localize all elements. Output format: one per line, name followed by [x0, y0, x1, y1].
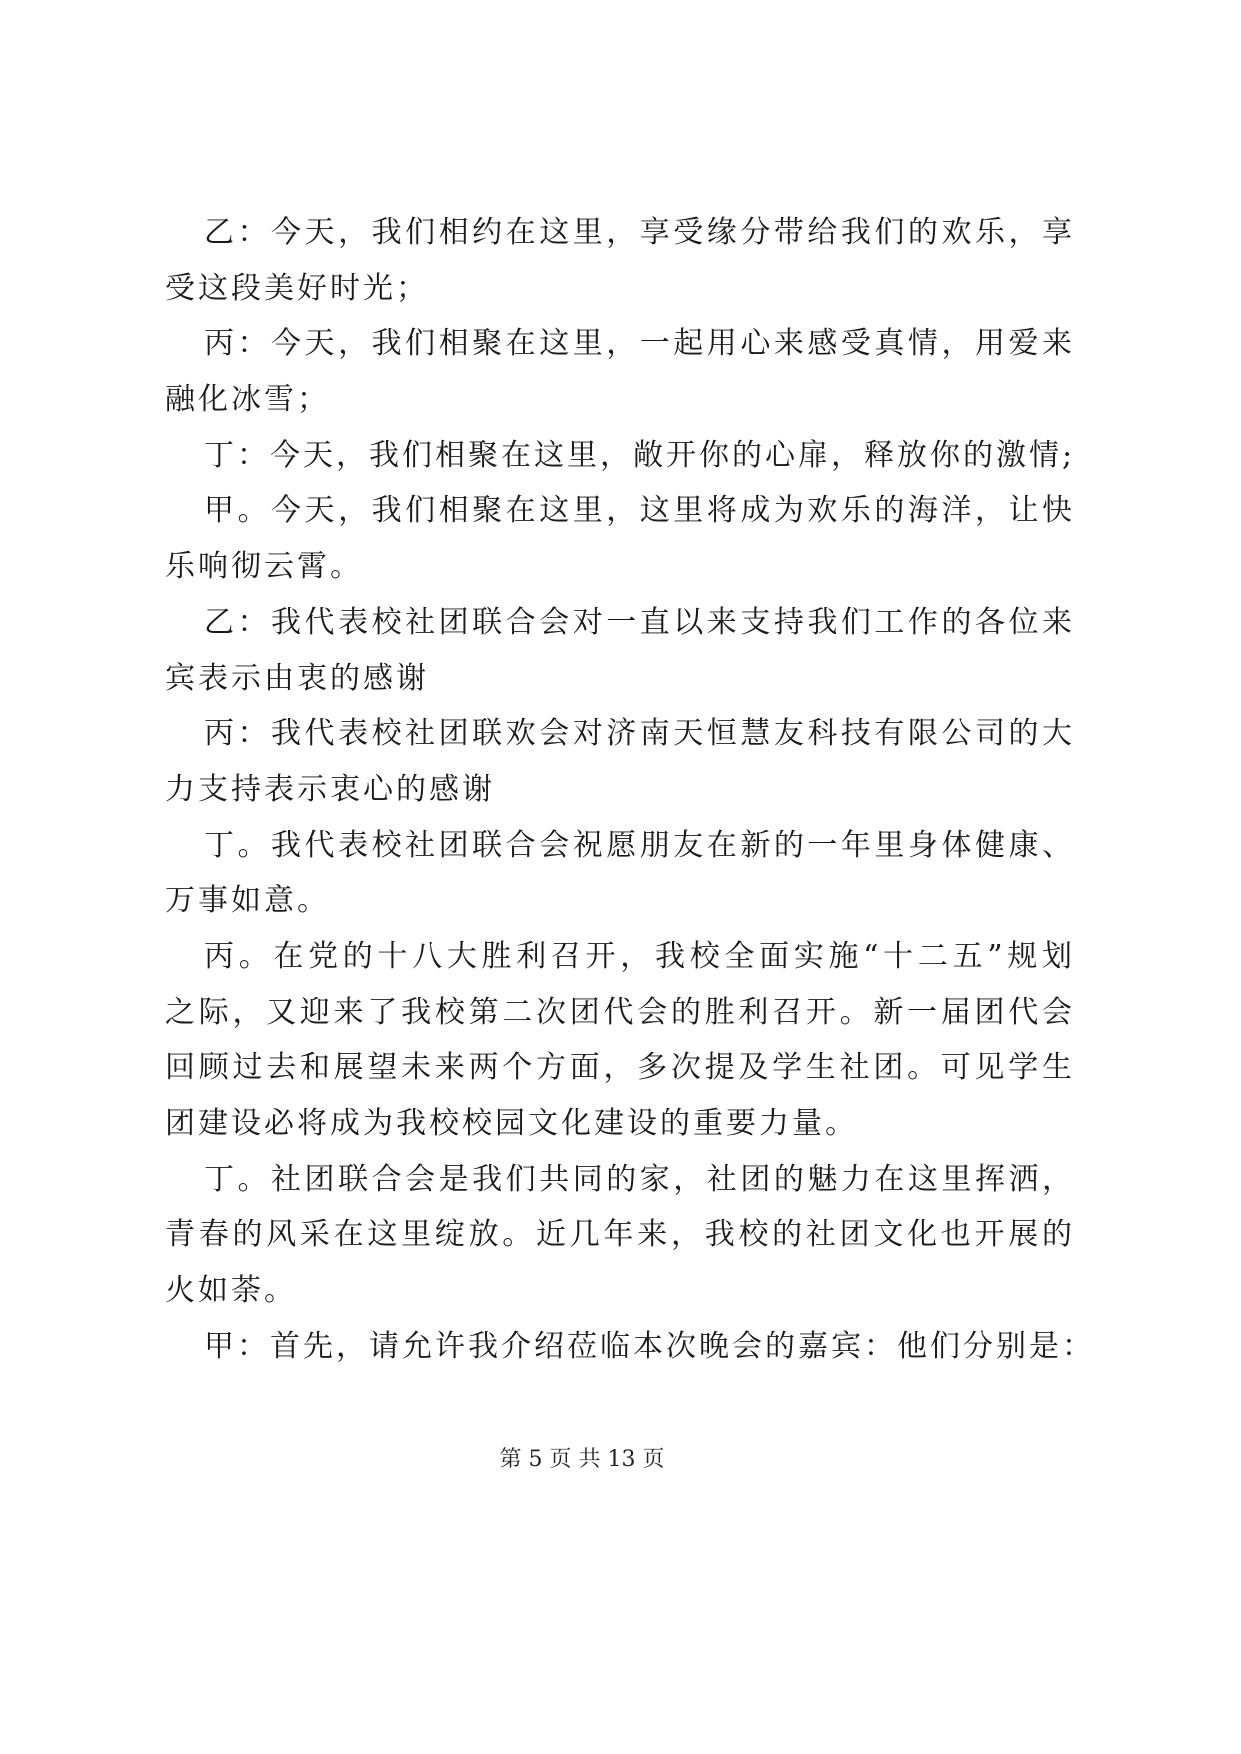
paragraph-line: 丁：今天，我们相聚在这里，敞开你的心扉，释放你的激情; [204, 437, 1076, 473]
paragraph-line: 丙：我代表校社团联欢会对济南天恒慧友科技有限公司的大 [204, 716, 1075, 752]
paragraph-line: 甲：首先，请允许我介绍莅临本次晚会的嘉宾：他们分别是： [204, 1328, 1095, 1364]
paragraph-line: 团建设必将成为我校校园文化建设的重要力量。 [165, 1106, 858, 1141]
paragraph [165, 706, 1075, 817]
paragraph-line: 乙：我代表校社团联合会对一直以来支持我们工作的各位来 [204, 604, 1075, 640]
paragraph-line: 宾表示由衷的感谢 [165, 660, 429, 696]
paragraph [165, 595, 1075, 706]
paragraph-line: 回顾过去和展望未来两个方面，多次提及学生社团。可见学生 [165, 1050, 1075, 1086]
paragraph-line: 力支持表示衷心的感谢 [165, 771, 495, 807]
paragraph-line: 乐响彻云霄。 [165, 549, 363, 585]
paragraph [165, 316, 1075, 427]
paragraph [165, 428, 1075, 484]
paragraph-line: 火如荼。 [165, 1273, 297, 1309]
page-footer: 第 5 页 共 13 页 [499, 1447, 665, 1472]
paragraph-line: 受这段美好时光； [165, 270, 429, 306]
paragraph-line: 丙。在党的十八大胜利召开，我校全面实施“十二五”规划 [204, 938, 1075, 974]
paragraph [165, 205, 1075, 316]
paragraph [165, 818, 1075, 929]
paragraph-line: 融化冰雪； [165, 382, 330, 418]
document-body [165, 205, 1095, 1374]
paragraph [165, 1319, 1095, 1375]
paragraph-line: 丁。我代表校社团联合会祝愿朋友在新的一年里身体健康、 [204, 827, 1075, 863]
paragraph-line: 丁。社团联合会是我们共同的家，社团的魅力在这里挥洒， [204, 1161, 1075, 1197]
paragraph-line: 青春的风采在这里绽放。近几年来，我校的社团文化也开展的 [165, 1217, 1075, 1253]
paragraph-line: 丙：今天，我们相聚在这里，一起用心来感受真情，用爱来 [204, 326, 1075, 362]
paragraph [165, 1152, 1075, 1319]
paragraph [165, 483, 1075, 594]
paragraph-line: 之际，又迎来了我校第二次团代会的胜利召开。新一届团代会 [165, 994, 1075, 1030]
paragraph-line: 乙：今天，我们相约在这里，享受缘分带给我们的欢乐，享 [204, 215, 1075, 250]
paragraph-line: 万事如意。 [165, 883, 330, 919]
paragraph [165, 929, 1075, 1152]
paragraph-line: 甲。今天，我们相聚在这里，这里将成为欢乐的海洋，让快 [204, 493, 1075, 529]
